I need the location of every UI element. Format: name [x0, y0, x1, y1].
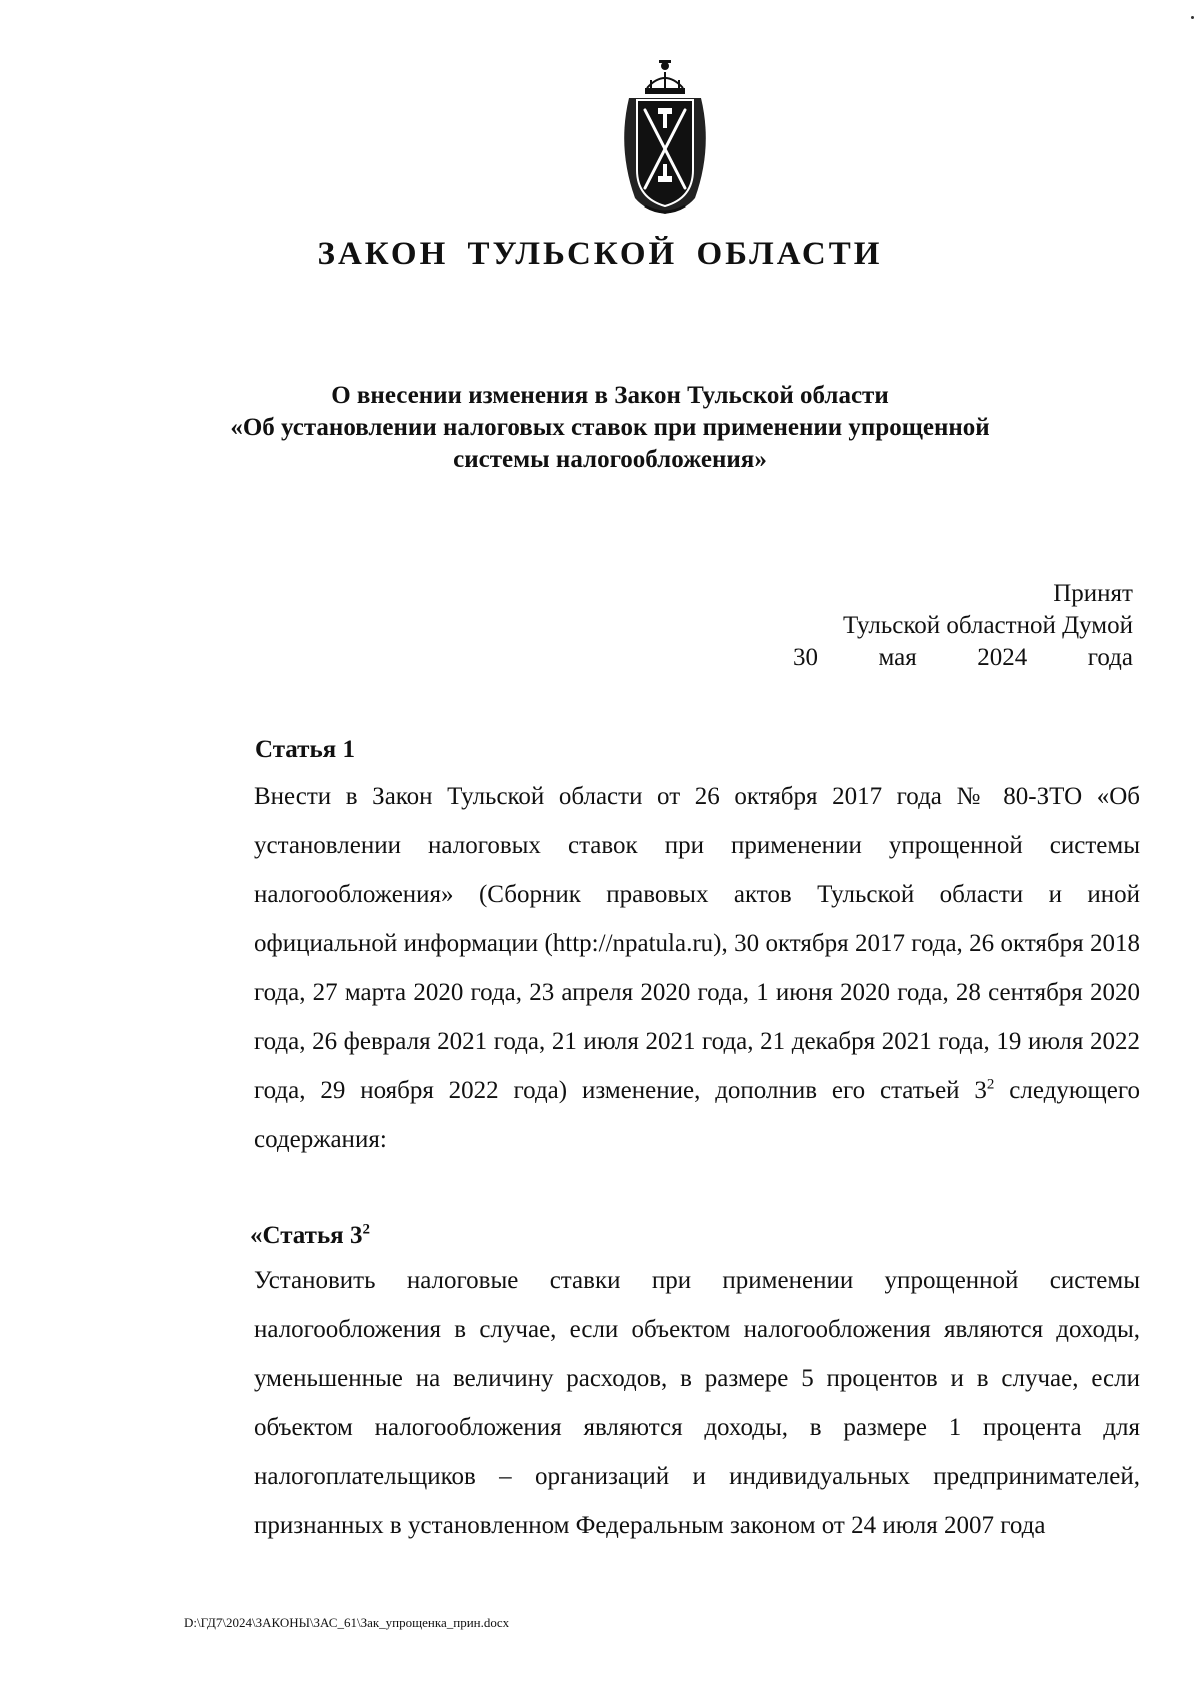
adoption-year: 2024	[977, 644, 1028, 671]
article-3-2-heading-sup: 2	[362, 1221, 370, 1238]
file-path-footer: D:\ГД7\2024\ЗАКОНЫ\ЗАС_61\Зак_упрощенка_прин.docx	[184, 1615, 510, 1630]
adopted-by: Тульской областной Думой	[842, 612, 1133, 639]
article-3-2-heading-text: «Статья 3	[250, 1222, 363, 1249]
tula-coat-of-arms-emblem	[615, 58, 715, 218]
adopted-label: Принят	[1053, 580, 1133, 607]
article-1-body-end: следующего содержания:	[254, 1077, 1140, 1153]
article-1-text	[184, 772, 1140, 1164]
article-3-2-text	[184, 1256, 1140, 1550]
article-1-heading: Статья 1	[255, 736, 355, 763]
adoption-year-word: года	[1087, 644, 1133, 671]
adoption-month: мая	[878, 644, 917, 671]
subject-line-3: системы налогообложения»	[453, 446, 767, 473]
scan-speck	[1191, 16, 1194, 19]
subject-line-2: «Об установлении налоговых ставок при применении упрощенной	[230, 414, 990, 441]
adoption-date	[793, 642, 1133, 674]
subject-line-1: О внесении изменения в Закон Тульской области	[331, 382, 889, 409]
article-1-body: Внести в Закон Тульской области от 26 октября 2017 года № 80-ЗТО «Об установлении налоговых ставок при применении упрощенной системы налогообложения» (Сборник правовых актов Тульской области и иной официальной информации (http://npatula.ru), 30 октября 2017 года, 26 октября 2018 года, 27 марта 2020 года, 23 апреля 2020 года, 1 июня 2020 года, 28 сентября 2020 года, 26 февраля 2021 года, 21 июля 2021 года, 21 декабря 2021 года, 19 июля 2022 года, 29 ноября 2022 года) изменение, дополнив его статьей 3	[254, 783, 1140, 1104]
law-title: ЗАКОН ТУЛЬСКОЙ ОБЛАСТИ	[317, 236, 883, 272]
article-1-sup: 2	[986, 1076, 995, 1093]
article-3-2-body: Установить налоговые ставки при применении упрощенной системы налогообложения в случае, если объектом налогообложения являются доходы, уменьшенные на величину расходов, в размере 5 процентов и в случае, если объектом налогообложения являются доходы, в размере 1 процента для налогоплательщиков – организаций и индивидуальных предпринимателей, признанных в установленном Федеральным законом от 24 июля 2007 года	[254, 1267, 1140, 1539]
adoption-day: 30	[793, 644, 818, 671]
law-subject	[160, 380, 1060, 476]
adoption-block	[793, 578, 1133, 674]
article-3-2-heading	[250, 1222, 370, 1250]
